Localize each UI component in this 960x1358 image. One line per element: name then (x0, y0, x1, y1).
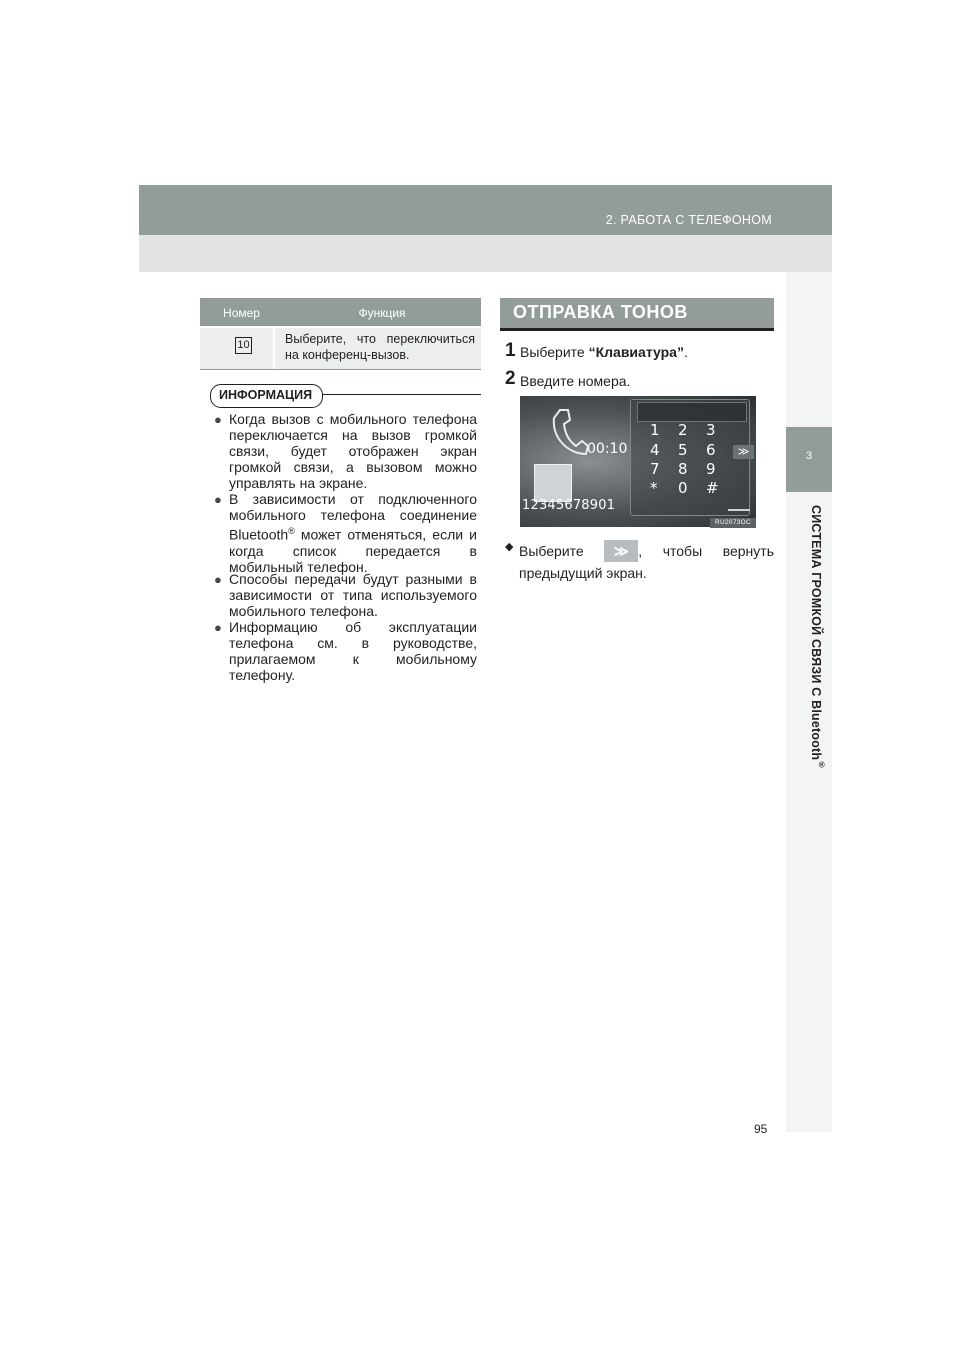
chapter-number: 3 (805, 450, 813, 462)
column-header-function: Функция (358, 306, 406, 320)
keypad-key: 7 (650, 460, 660, 478)
info-bullet (214, 619, 477, 683)
signal-icon (728, 504, 750, 511)
keypad-key: 8 (678, 460, 688, 478)
note-text: предыдущий экран. (519, 565, 647, 581)
keypad-key: 2 (678, 421, 688, 439)
info-bullet-text: Информацию об эксплуатации телефона см. в руководстве, прилагаемом к мобильному телефону. (229, 619, 477, 683)
step-text-part: Выберите (520, 344, 589, 360)
page-number: 95 (754, 1122, 768, 1136)
note-button-group (604, 540, 642, 562)
bullet-dot-icon: ● (214, 412, 222, 427)
keypad-key: 0 (678, 479, 688, 497)
note-text: чтобы (662, 543, 703, 559)
call-timer: 00:10 (587, 441, 628, 457)
info-bullet-text-part: может отменяться, если и когда список передается в мобильный телефон. (229, 526, 477, 575)
keypad-key: # (706, 479, 719, 497)
note-text: Выберите (519, 543, 584, 559)
bullet-diamond-icon: ◆ (505, 541, 514, 553)
section-title: ОТПРАВКА ТОНОВ (513, 302, 688, 322)
table-bottom-rule (200, 369, 481, 370)
registered-mark: ® (288, 526, 295, 536)
keypad-key: 6 (706, 441, 716, 459)
header-title: 2. РАБОТА С ТЕЛЕФОНОМ (605, 213, 772, 227)
keypad-display (637, 402, 747, 422)
bullet-dot-icon: ● (214, 492, 222, 507)
bullet-dot-icon: ● (214, 620, 222, 635)
info-bullet-text: Когда вызов с мобильного телефона переключается на вызов громкой связи, будет отображен экран громкой связи, а вызовом можно управлять на экране. (229, 411, 477, 491)
step-number: 2 (505, 368, 516, 389)
section-rule (500, 328, 774, 331)
bullet-dot-icon: ● (214, 572, 222, 587)
contact-avatar (534, 464, 572, 502)
chapter-title (809, 505, 826, 769)
step-keyword: “Клавиатура” (588, 344, 684, 360)
column-header-number: Номер (223, 306, 260, 320)
info-bullet-text: Способы передачи будут разными в зависимости от типа используемого мобильного телефона. (229, 571, 477, 619)
keypad-key: 3 (706, 421, 716, 439)
step-text: Введите номера. (520, 373, 631, 389)
registered-mark: ® (817, 760, 827, 770)
back-button-icon: ≫ (604, 540, 638, 562)
note-text: , (638, 543, 643, 559)
info-bullet-text (229, 491, 477, 575)
dialed-number: 12345678901 (522, 498, 616, 513)
note-text: вернуть (722, 543, 774, 559)
step-number: 1 (505, 340, 516, 361)
forward-icon: ≫ (733, 445, 754, 459)
note-line (519, 540, 774, 562)
keypad-key: 5 (678, 441, 688, 459)
keypad-key: * (650, 479, 658, 497)
step-text (520, 344, 688, 360)
header-subbar (139, 235, 832, 272)
column-divider (273, 328, 275, 369)
info-bullet (214, 411, 477, 491)
row-function-text: Выберите, что переключиться на конференц-вызов. (285, 332, 475, 362)
info-bullet-text-part: В зависимости от подключенного мобильного телефона соединение Bluetooth (229, 491, 477, 543)
keypad-key: 9 (706, 460, 716, 478)
phone-handset-icon (548, 408, 588, 458)
header-bar (139, 185, 832, 235)
step-text-part: . (683, 344, 688, 360)
row-number-box: 10 (235, 337, 252, 354)
phone-screen-image (520, 396, 756, 527)
info-bullet (214, 491, 477, 575)
keypad-key: 4 (650, 441, 660, 459)
image-code: RU2073OC (710, 518, 756, 528)
info-bullet (214, 571, 477, 619)
info-label: ИНФОРМАЦИЯ (210, 384, 323, 408)
chapter-title-text: СИСТЕМА ГРОМКОЙ СВЯЗИ С Bluetooth (809, 505, 823, 761)
keypad-key: 1 (650, 421, 660, 439)
